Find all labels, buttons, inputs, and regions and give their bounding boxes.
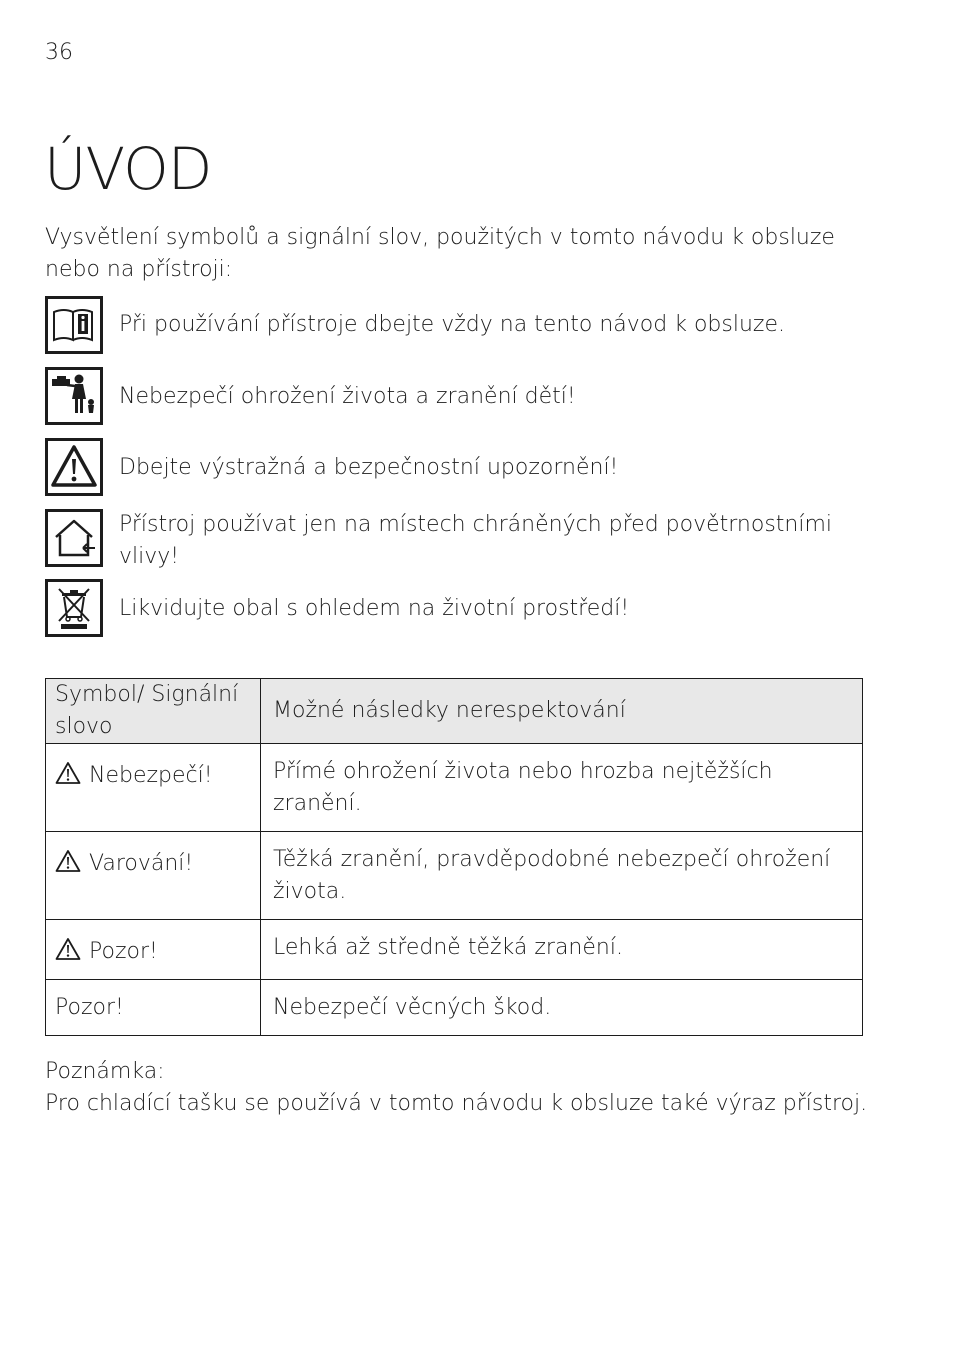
signal-word-table — [45, 678, 863, 1036]
signal-cell — [46, 920, 261, 980]
table-header-consequence: Možné následky nerespektování — [261, 679, 863, 744]
manual-info-icon — [45, 296, 103, 354]
signal-cell — [46, 832, 261, 920]
consequence-cell: Nebezpečí věcných škod. — [261, 980, 863, 1036]
table-header-symbol: Symbol/ Signální slovo — [46, 679, 261, 744]
signal-word: Nebezpečí! — [89, 763, 213, 788]
intro-text: Vysvětlení symbolů a signální slov, použitých v tomto návodu k obsluze nebo na přístroji: — [45, 225, 835, 282]
note-text: Pro chladící tašku se používá v tomto návodu k obsluze také výraz přístroj. — [45, 1091, 868, 1116]
page-number: 36 — [45, 40, 73, 65]
table-row — [46, 980, 863, 1036]
indoor-use-icon — [45, 509, 103, 567]
symbol-text: Nebezpečí ohrožení života a zranění dětí! — [119, 384, 576, 409]
note-label: Poznámka: — [45, 1059, 165, 1084]
symbol-row-child — [45, 367, 859, 425]
warning-triangle-icon — [55, 761, 81, 785]
crossed-bin-icon — [45, 579, 103, 637]
symbol-text: Dbejte výstražná a bezpečnostní upozornění! — [119, 455, 619, 480]
table-row — [46, 832, 863, 920]
note-section — [45, 1056, 875, 1120]
warning-triangle-icon — [45, 438, 103, 496]
symbol-row-manual — [45, 296, 859, 354]
table-row — [46, 920, 863, 980]
warning-triangle-icon — [55, 937, 81, 961]
symbol-row-warning — [45, 438, 859, 496]
signal-word: Pozor! — [55, 995, 124, 1020]
warning-triangle-icon — [55, 849, 81, 873]
table-row — [46, 744, 863, 832]
consequence-cell: Těžká zranění, pravděpodobné nebezpečí ohrožení života. — [261, 832, 863, 920]
symbol-row-indoor — [45, 509, 859, 573]
signal-cell — [46, 744, 261, 832]
signal-cell — [46, 980, 261, 1036]
signal-word: Varování! — [89, 851, 194, 876]
page-title: ÚVOD — [44, 135, 212, 203]
symbol-text: Při používání přístroje dbejte vždy na tento návod k obsluze. — [119, 312, 785, 337]
signal-word: Pozor! — [89, 939, 158, 964]
symbol-text: Přístroj používat jen na místech chráněných před povětrnostními vlivy! — [119, 512, 833, 569]
child-danger-icon — [45, 367, 103, 425]
consequence-cell: Přímé ohrožení života nebo hrozba nejtěžších zranění. — [261, 744, 863, 832]
symbol-row-disposal — [45, 579, 859, 637]
table-header-row — [46, 679, 863, 744]
symbol-text: Likvidujte obal s ohledem na životní prostředí! — [119, 596, 630, 621]
consequence-cell: Lehká až středně těžká zranění. — [261, 920, 863, 980]
